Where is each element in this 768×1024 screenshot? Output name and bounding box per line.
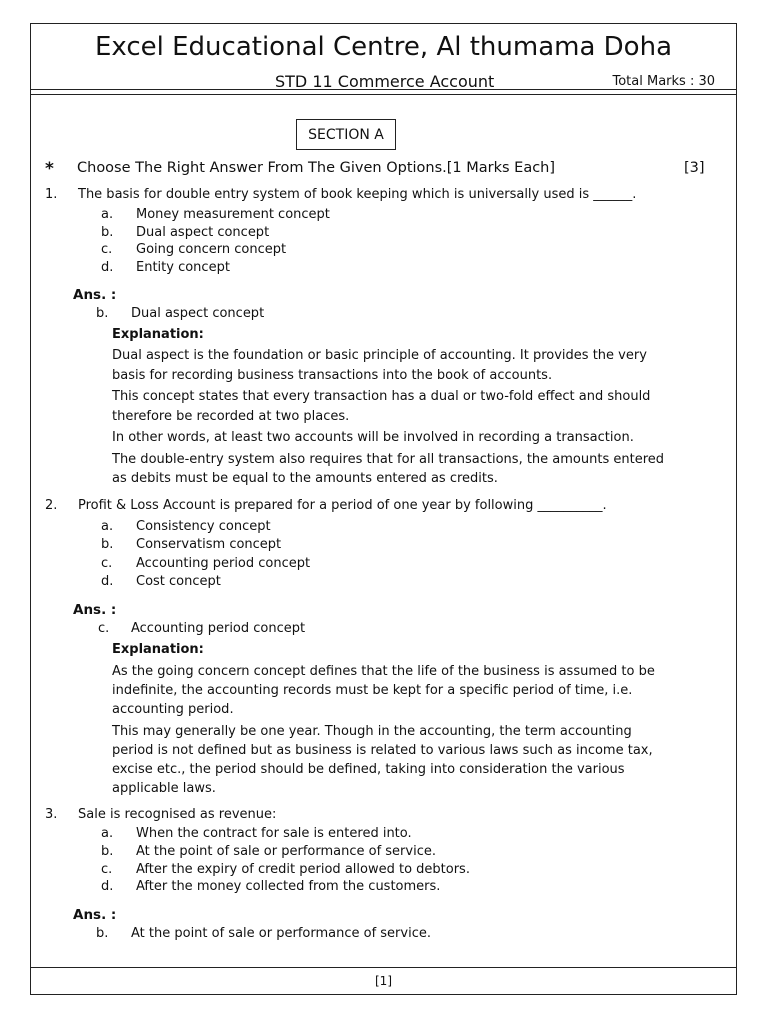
q2-option-a-letter: a. bbox=[101, 519, 114, 534]
page-number: [1] bbox=[375, 974, 392, 988]
q2-option-d-letter: d. bbox=[101, 574, 114, 589]
subject-title: STD 11 Commerce Account bbox=[275, 72, 495, 91]
q3-answer-letter: b. bbox=[96, 926, 109, 941]
q2-explanation-line: This may generally be one year. Though in the accounting, the term accounting bbox=[112, 724, 632, 739]
q3-answer-text: At the point of sale or performance of service. bbox=[131, 926, 431, 941]
footer-divider bbox=[31, 967, 736, 968]
q1-explanation-line: This concept states that every transaction has a dual or two-fold effect and should bbox=[112, 389, 651, 404]
q1-explanation-line: as debits must be equal to the amounts entered as credits. bbox=[112, 471, 498, 486]
q1-explanation-label: Explanation: bbox=[112, 327, 204, 342]
q1-option-a-letter: a. bbox=[101, 207, 114, 222]
q1-explanation-line: therefore be recorded at two places. bbox=[112, 409, 350, 424]
q2-option-a: Consistency concept bbox=[136, 519, 271, 534]
q3-option-c-letter: c. bbox=[101, 862, 113, 877]
q3-option-a: When the contract for sale is entered into. bbox=[136, 826, 412, 841]
q2-answer-label: Ans. : bbox=[73, 602, 117, 618]
q1-option-c-letter: c. bbox=[101, 242, 113, 257]
q3-option-b: At the point of sale or performance of service. bbox=[136, 844, 436, 859]
q3-option-d: After the money collected from the customers. bbox=[136, 879, 441, 894]
section-title bbox=[296, 119, 396, 150]
q1-option-b: Dual aspect concept bbox=[136, 225, 270, 240]
q2-explanation-line: As the going concern concept defines that the life of the business is assumed to be bbox=[112, 664, 655, 679]
q2-option-c: Accounting period concept bbox=[136, 556, 311, 571]
q3-option-a-letter: a. bbox=[101, 826, 114, 841]
q1-option-b-letter: b. bbox=[101, 225, 114, 240]
q1-explanation-line: In other words, at least two accounts will be involved in recording a transaction. bbox=[112, 430, 634, 445]
q2-option-b: Conservatism concept bbox=[136, 537, 282, 552]
q3-answer-label: Ans. : bbox=[73, 907, 117, 923]
q3-option-d-letter: d. bbox=[101, 879, 114, 894]
q2-option-d: Cost concept bbox=[136, 574, 221, 589]
q1-answer-text: Dual aspect concept bbox=[131, 306, 265, 321]
q1-explanation-line: The double-entry system also requires that for all transactions, the amounts entered bbox=[112, 452, 665, 467]
q2-explanation-line: excise etc., the period should be defined, taking into consideration the various bbox=[112, 762, 625, 777]
question-2-text: Profit & Loss Account is prepared for a period of one year by following __________. bbox=[78, 498, 607, 513]
instruction-text: Choose The Right Answer From The Given Options.[1 Marks Each] bbox=[77, 160, 556, 176]
school-name: Excel Educational Centre, Al thumama Doha bbox=[94, 32, 672, 62]
question-1-text: The basis for double entry system of book keeping which is universally used is ______. bbox=[78, 187, 637, 202]
q2-explanation-line: indefinite, the accounting records must be kept for a specific period of time, i.e. bbox=[112, 683, 633, 698]
q3-option-b-letter: b. bbox=[101, 844, 114, 859]
q2-explanation-line: period is not defined but as business is related to various laws such as income tax, bbox=[112, 743, 653, 758]
q1-explanation-line: Dual aspect is the foundation or basic principle of accounting. It provides the very bbox=[112, 348, 647, 363]
instruction-marks: [3] bbox=[684, 160, 705, 176]
question-2-number: 2. bbox=[45, 498, 58, 513]
question-1-number: 1. bbox=[45, 187, 58, 202]
total-marks: Total Marks : 30 bbox=[612, 74, 715, 89]
q3-option-c: After the expiry of credit period allowed to debtors. bbox=[136, 862, 470, 877]
q2-explanation-line: accounting period. bbox=[112, 702, 234, 717]
q1-option-c: Going concern concept bbox=[136, 242, 287, 257]
header-divider-2 bbox=[31, 94, 736, 95]
page-frame bbox=[30, 23, 737, 995]
q2-explanation-label: Explanation: bbox=[112, 642, 204, 657]
q1-option-d: Entity concept bbox=[136, 260, 230, 275]
section-title-text: SECTION A bbox=[308, 126, 384, 143]
q2-option-c-letter: c. bbox=[101, 556, 113, 571]
q2-answer-text: Accounting period concept bbox=[131, 621, 306, 636]
q1-answer-label: Ans. : bbox=[73, 287, 117, 303]
q2-option-b-letter: b. bbox=[101, 537, 114, 552]
q1-option-d-letter: d. bbox=[101, 260, 114, 275]
q1-explanation-line: basis for recording business transactions into the book of accounts. bbox=[112, 368, 553, 383]
question-3-number: 3. bbox=[45, 807, 58, 822]
instruction-bullet: * bbox=[45, 159, 54, 179]
q2-answer-letter: c. bbox=[98, 621, 110, 636]
q1-option-a: Money measurement concept bbox=[136, 207, 330, 222]
q2-explanation-line: applicable laws. bbox=[112, 781, 216, 796]
question-3-text: Sale is recognised as revenue: bbox=[78, 807, 277, 822]
q1-answer-letter: b. bbox=[96, 306, 109, 321]
